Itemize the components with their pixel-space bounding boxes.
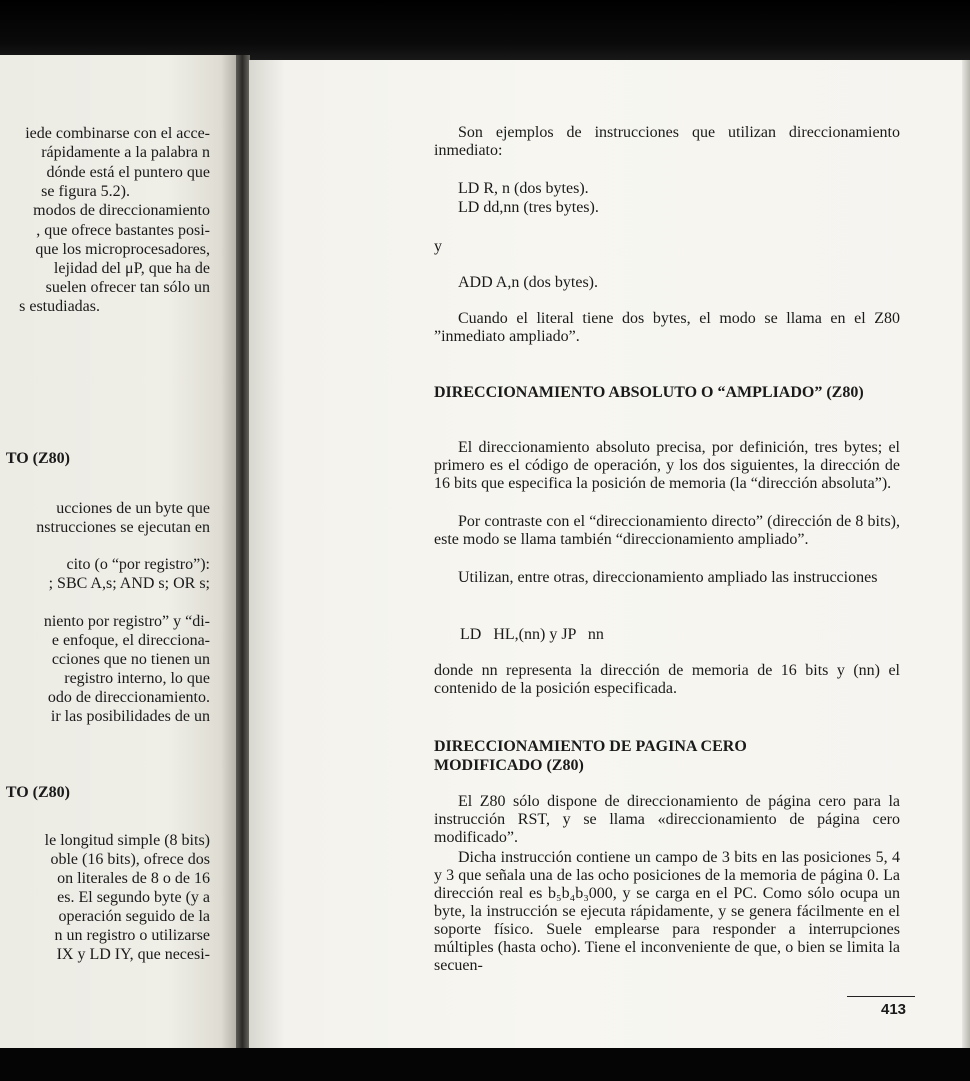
left-line: le longitud simple (8 bits)	[44, 832, 210, 849]
heading-pagina-cero-line1: DIRECCIONAMIENTO DE PAGINA CERO	[434, 738, 747, 755]
paragraph-text: El direccionamiento absoluto precisa, por definición, tres bytes; el primero es el código de operación, y los dos siguientes, la dirección de 16 bits que especifica la posición de memoria (la “dirección absoluta”).	[434, 439, 900, 492]
left-line: ir las posibilidades de un	[50, 708, 210, 725]
left-line: cciones que no tienen un	[51, 651, 210, 668]
left-line: registro interno, lo que	[64, 670, 210, 687]
left-line: oble (16 bits), ofrece dos	[50, 851, 210, 868]
paragraph-text: donde nn representa la dirección de memoria de 16 bits y (nn) el contenido de la posición especificada.	[434, 662, 900, 697]
left-line: ucciones de un byte que	[56, 500, 210, 517]
heading-pagina-cero-line2: MODIFICADO (Z80)	[434, 757, 584, 774]
left-line: on literales de 8 o de 16	[57, 870, 210, 887]
example-add-a-n: ADD A,n (dos bytes).	[458, 274, 598, 291]
example-ld-r-n: LD R, n (dos bytes).	[458, 180, 589, 197]
left-line: , que ofrece bastantes posi-	[36, 222, 210, 239]
left-line: modos de direccionamiento	[33, 202, 210, 219]
note-paragraph	[434, 310, 900, 346]
paragraph-pagina-cero-2	[434, 849, 900, 975]
left-line: cito (o “por registro”):	[66, 556, 210, 573]
intro-paragraph	[434, 124, 900, 160]
left-line: n un registro o utilizarse	[54, 927, 210, 944]
left-line: operación seguido de la	[58, 908, 210, 925]
scan-bottom-shadow	[0, 1048, 970, 1081]
left-heading-1: TO (Z80)	[5, 450, 70, 467]
left-line: odo de direccionamiento.	[47, 689, 210, 706]
paragraph-pagina-cero-1	[434, 793, 900, 847]
example-ld-dd-nn: LD dd,nn (tres bytes).	[458, 199, 599, 216]
paragraph-text: Dicha instrucción contiene un campo de 3 bits en las posiciones 5, 4 y 3 que señala una de las ocho posiciones de la memoria de página 0. La dirección real es b₅b₄b₃000, y se carga en el PC. Como sólo ocupa un byte, la instrucción se ejecuta rápidamente, y se genera fácilmente en el soporte físico. Suele emplearse para responder a interrupciones múltiples (hasta ocho). Tiene el inconveniente de que, o bien se limita la secuen-	[434, 849, 900, 974]
scan-top-shadow	[0, 0, 970, 62]
paragraph-absoluto-4	[434, 662, 900, 698]
left-line: niento por registro” y “di-	[43, 613, 210, 630]
page-number: 413	[881, 1001, 907, 1018]
right-page-edge	[962, 60, 970, 1050]
left-line: suelen ofrecer tan sólo un	[45, 279, 210, 296]
left-line: ; SBC A,s; AND s; OR s;	[48, 575, 210, 592]
paragraph-absoluto-1	[434, 439, 900, 493]
left-line: rápidamente a la palabra n	[41, 144, 210, 161]
heading-direccionamiento-absoluto: DIRECCIONAMIENTO ABSOLUTO O “AMPLIADO” (Z80)	[434, 384, 864, 401]
left-line: se figura 5.2).	[41, 183, 130, 200]
left-line: iede combinarse con el acce-	[25, 125, 210, 142]
paragraph-text: Utilizan, entre otras, direccionamiento ampliado las instrucciones	[458, 569, 878, 586]
paragraph-absoluto-3	[434, 569, 900, 587]
conjunction-y: y	[434, 238, 442, 255]
note-text: Cuando el literal tiene dos bytes, el modo se llama en el Z80 ”inmediato ampliado”.	[434, 310, 900, 345]
left-line: dónde está el puntero que	[46, 164, 210, 181]
left-line: nstrucciones se ejecutan en	[36, 519, 210, 536]
right-page	[249, 60, 970, 1050]
paragraph-absoluto-2	[434, 513, 900, 549]
left-line: que los microprocesadores,	[35, 241, 210, 258]
page-number-rule	[847, 996, 915, 997]
left-line: lejidad del μP, que ha de	[53, 260, 210, 277]
left-line: es. El segundo byte (y a	[57, 889, 210, 906]
paragraph-text: Por contraste con el “direccionamiento directo” (dirección de 8 bits), este modo se llama también “direccionamiento ampliado”.	[434, 513, 900, 548]
intro-text: Son ejemplos de instrucciones que utilizan direccionamiento inmediato:	[434, 124, 900, 159]
code-ld-hl-jp: LD HL,(nn) y JP nn	[460, 626, 604, 643]
left-page	[0, 55, 240, 1055]
left-line: IX y LD IY, que necesi-	[56, 946, 210, 963]
left-heading-2: TO (Z80)	[5, 784, 70, 801]
left-line: e enfoque, el direcciona-	[51, 632, 210, 649]
left-line: s estudiadas.	[19, 298, 100, 315]
book-gutter	[236, 55, 250, 1055]
paragraph-text: El Z80 sólo dispone de direccionamiento de página cero para la instrucción RST, y se llama «direccionamiento de página cero modificado”.	[434, 793, 900, 846]
